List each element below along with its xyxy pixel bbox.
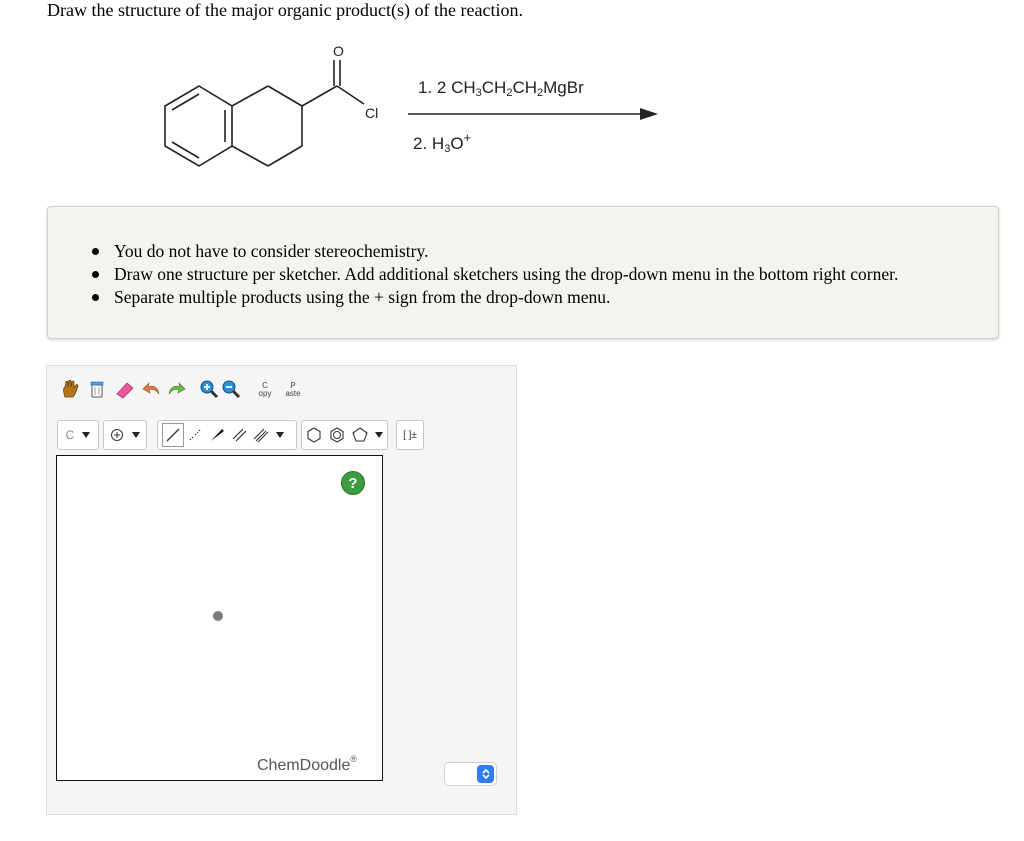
chevron-down-icon bbox=[132, 432, 140, 438]
cyclohexane-icon[interactable] bbox=[306, 427, 322, 443]
chevron-down-icon[interactable] bbox=[375, 432, 383, 438]
element-label: C bbox=[65, 428, 75, 442]
charge-plus-icon bbox=[110, 428, 124, 442]
canvas-cursor-dot bbox=[213, 611, 223, 621]
atom-chlorine: Cl bbox=[365, 105, 379, 121]
instruction-item: Separate multiple products using the + sign from the drop-down menu. bbox=[90, 286, 898, 309]
sketcher-count-stepper[interactable] bbox=[444, 762, 497, 786]
drawing-canvas[interactable] bbox=[56, 455, 383, 781]
triple-bond-icon[interactable] bbox=[250, 423, 272, 447]
reagent-step-2: 2. $H_3O^+$ bbox=[413, 130, 472, 155]
zoom-out-icon[interactable] bbox=[221, 378, 241, 400]
question-text: Draw the structure of the major organic product(s) of the reaction. bbox=[47, 0, 523, 20]
undo-icon[interactable] bbox=[141, 378, 163, 400]
chemdoodle-logo: ChemDoodle® bbox=[257, 754, 358, 774]
cyclopentane-icon[interactable] bbox=[352, 427, 368, 443]
bracket-charge-button[interactable]: [ ]± bbox=[396, 420, 424, 450]
wedge-bond-icon[interactable] bbox=[206, 423, 228, 447]
erase-all-icon[interactable] bbox=[86, 378, 108, 400]
ring-tools bbox=[301, 420, 388, 450]
help-button[interactable]: ? bbox=[341, 471, 365, 495]
chevron-down-icon[interactable] bbox=[276, 432, 284, 438]
chemdoodle-sketcher bbox=[46, 365, 517, 815]
single-bond-icon[interactable] bbox=[162, 423, 184, 447]
benzene-icon[interactable] bbox=[329, 427, 345, 443]
reaction-arrow-head bbox=[640, 108, 658, 120]
instruction-item: Draw one structure per sketcher. Add additional sketchers using the drop-down menu in the bottom right corner. bbox=[90, 263, 898, 286]
double-bond-icon[interactable] bbox=[228, 423, 250, 447]
instruction-item: You do not have to consider stereochemistry. bbox=[90, 240, 898, 263]
chevron-down-icon bbox=[82, 432, 90, 438]
stepper-arrows-icon[interactable] bbox=[477, 765, 494, 783]
instructions-list bbox=[90, 240, 898, 309]
zoom-in-icon[interactable] bbox=[199, 378, 219, 400]
reactant-structure bbox=[150, 38, 670, 188]
reaction-scheme bbox=[150, 38, 670, 188]
copy-button[interactable]: C opy bbox=[258, 381, 272, 398]
reagent-step-1: 1. 2 $CH_3CH_2CH_2MgBr$ bbox=[418, 78, 584, 99]
eraser-icon[interactable] bbox=[114, 378, 136, 400]
instructions-panel bbox=[47, 206, 999, 339]
bond-tools bbox=[157, 420, 297, 450]
dashed-bond-icon[interactable] bbox=[184, 423, 206, 447]
charge-dropdown[interactable] bbox=[103, 420, 147, 450]
hand-icon[interactable] bbox=[59, 378, 81, 400]
paste-button[interactable]: P aste bbox=[285, 381, 301, 398]
redo-icon[interactable] bbox=[165, 378, 187, 400]
atom-oxygen: O bbox=[333, 43, 344, 59]
element-dropdown[interactable] bbox=[57, 420, 99, 450]
